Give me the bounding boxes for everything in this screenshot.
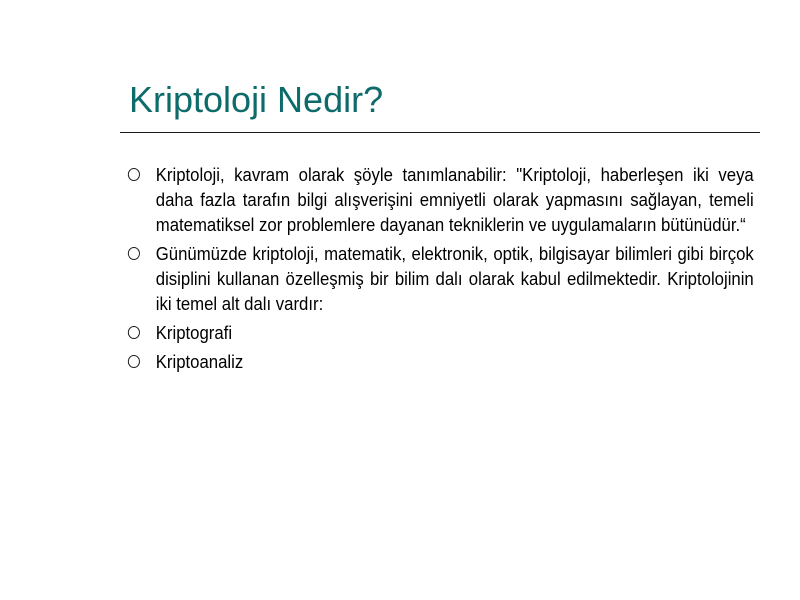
- hollow-circle-bullet-icon: [128, 168, 140, 181]
- hollow-circle-bullet-icon: [128, 355, 140, 368]
- bullet-list: [126, 163, 754, 379]
- slide-title: Kriptoloji Nedir?: [129, 79, 384, 120]
- bullet-text: Kriptografi: [155, 323, 233, 343]
- bullet-item-kriptografi: [126, 321, 754, 346]
- bullet-item-definition: [126, 163, 754, 238]
- title-divider: [120, 132, 760, 133]
- bullet-text: Günümüzde kriptoloji, matematik, elektronik, optik, bilgisayar bilimleri gibi birçok disiplini kullanan özelleşmiş bir bilim dalı olarak kabul edilmektedir. Kriptolojinin iki temel alt dalı vardır:: [155, 244, 754, 314]
- bullet-item-disciplines: [126, 242, 754, 317]
- bullet-item-kriptoanaliz: [126, 350, 754, 375]
- hollow-circle-bullet-icon: [128, 326, 140, 339]
- hollow-circle-bullet-icon: [128, 247, 140, 260]
- bullet-text: Kriptoloji, kavram olarak şöyle tanımlanabilir: "Kriptoloji, haberleşen iki veya daha fazla tarafın bilgi alışverişini emniyetli olarak yapmasını sağlayan, temeli matematiksel zor problemlere dayanan tekniklerin ve uygulamaların bütünüdür.“: [155, 165, 754, 235]
- bullet-text: Kriptoanaliz: [155, 352, 244, 372]
